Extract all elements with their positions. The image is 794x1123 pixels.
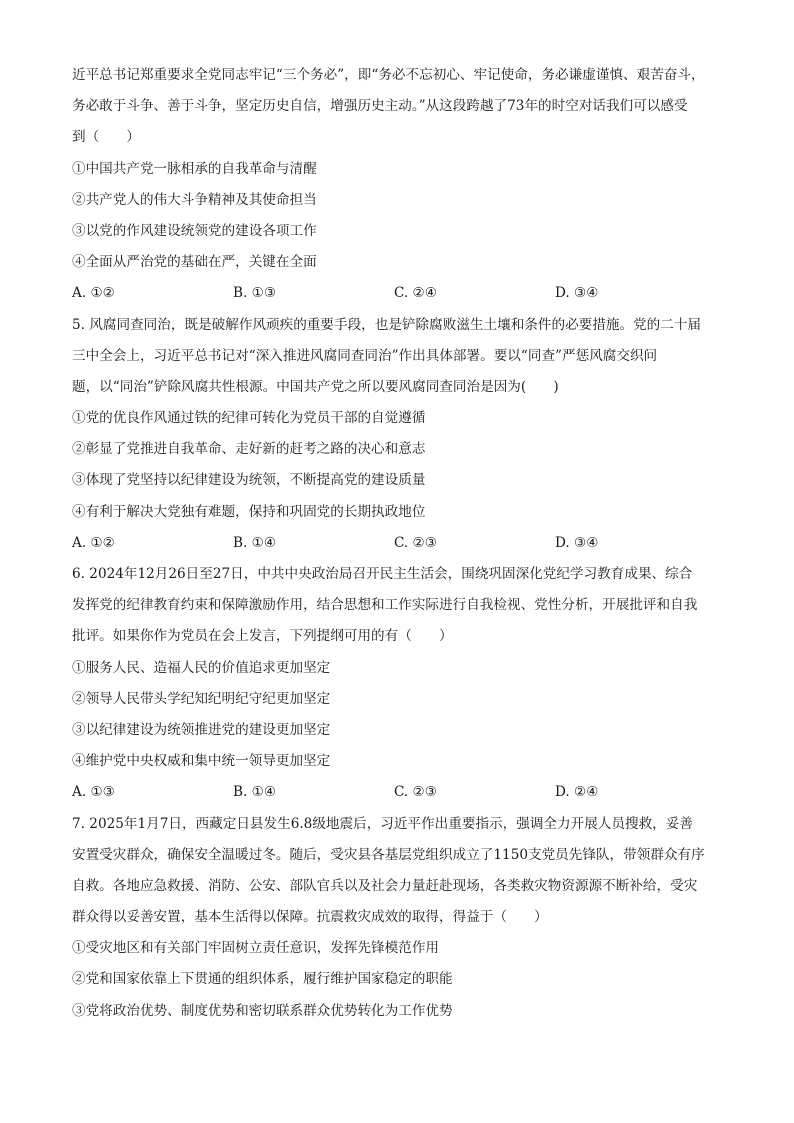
option-a: A. ①② [72, 285, 115, 302]
statement-item: ③体现了党坚持以纪律建设为统领，不断提高党的建设质量 [72, 472, 426, 489]
statement-item: ④全面从严治党的基础在严，关键在全面 [72, 254, 317, 271]
question-7 [72, 809, 752, 1027]
question-stem-line: 近平总书记郑重要求全党同志牢记“三个务必”，即“务必不忘初心、牢记使命，务必谦虚谨慎、艰苦奋斗， [72, 67, 705, 83]
question-stem-line: 群众得以妥善安置，基本生活得以保障。抗震救灾成效的取得，得益于（ ） [72, 909, 548, 926]
question-stem-line: 自救。各地应急救援、消防、公安、部队官兵以及社会力量赶赴现场，各类救灾物资源源不断补给，受灾 [72, 877, 698, 894]
statement-item: ④维护党中央权威和集中统一领导更加坚定 [72, 753, 331, 770]
statement-item: ②共产党人的伟大斗争精神及其使命担当 [72, 191, 317, 208]
statement-item: ①党的优良作风通过铁的纪律可转化为党员干部的自觉遵循 [72, 410, 426, 427]
statement-item: ①受灾地区和有关部门牢固树立责任意识，发挥先锋模范作用 [72, 940, 440, 957]
question-stem-line: 发挥党的纪律教育约束和保障激励作用，结合思想和工作实际进行自我检视、党性分析，开展批评和自我 [72, 597, 698, 614]
answer-options [72, 528, 752, 559]
option-b: B. ①④ [233, 784, 277, 801]
option-c: C. ②③ [394, 534, 437, 551]
answer-options [72, 278, 752, 309]
statement-item: ①中国共产党一脉相承的自我革命与清醒 [72, 160, 317, 177]
question-stem-line: 务必敢于斗争、善于斗争，坚定历史自信，增强历史主动。”从这段跨越了73年的时空对话我们可以感受 [72, 98, 688, 115]
option-d: D. ③④ [555, 285, 599, 302]
option-a: A. ①② [72, 534, 115, 551]
question-stem-line: 到（ ） [72, 129, 140, 146]
answer-options [72, 777, 752, 808]
question-stem-line: 5. 风腐同查同治，既是破解作风顽疾的重要手段，也是铲除腐败滋生土壤和条件的必要措施。党的二十届 [72, 316, 702, 333]
question-stem-line: 批评。如果你作为党员在会上发言，下列提纲可用的有（ ） [72, 628, 453, 645]
statement-item: ③以纪律建设为统领推进党的建设更加坚定 [72, 721, 331, 738]
option-c: C. ②③ [394, 784, 437, 801]
option-b: B. ①③ [233, 285, 277, 302]
question-6 [72, 559, 752, 809]
question-stem-line: 6. 2024年12月26日至27日，中共中央政治局召开民主生活会，围绕巩固深化党纪学习教育成果、综合 [72, 566, 693, 582]
option-d: D. ②④ [555, 784, 599, 801]
option-d: D. ③④ [555, 534, 599, 551]
option-c: C. ②④ [394, 285, 437, 302]
question-4 [72, 60, 752, 310]
statement-item: ③以党的作风建设统领党的建设各项工作 [72, 222, 317, 239]
question-stem-line: 7. 2025年1月7日，西藏定日县发生6.8级地震后，习近平作出重要指示，强调全力开展人员搜救，妥善 [72, 815, 693, 832]
statement-item: ②彰显了党推进自我革命、走好新的赶考之路的决心和意志 [72, 441, 426, 458]
question-stem-line: 安置受灾群众，确保安全温暖过冬。随后，受灾县各基层党组织成立了1150支党员先锋队，带领群众有序 [72, 846, 705, 863]
question-5 [72, 310, 752, 560]
exam-page [72, 60, 752, 1027]
option-a: A. ①③ [72, 784, 115, 801]
question-stem-line: 题，以“同治”铲除风腐共性根源。中国共产党之所以要风腐同查同治是因为( ) [72, 378, 559, 395]
statement-item: ④有利于解决大党独有难题，保持和巩固党的长期执政地位 [72, 503, 426, 520]
statement-item: ③党将政治优势、制度优势和密切联系群众优势转化为工作优势 [72, 1002, 453, 1019]
option-b: B. ①④ [233, 534, 277, 551]
statement-item: ①服务人民、造福人民的价值追求更加坚定 [72, 659, 331, 676]
statement-item: ②领导人民带头学纪知纪明纪守纪更加坚定 [72, 690, 331, 707]
question-stem-line: 三中全会上，习近平总书记对“深入推进风腐同查同治”作出具体部署。要以“同查”严惩风腐交织问 [72, 347, 658, 364]
statement-item: ②党和国家依靠上下贯通的组织体系，履行维护国家稳定的职能 [72, 971, 453, 988]
